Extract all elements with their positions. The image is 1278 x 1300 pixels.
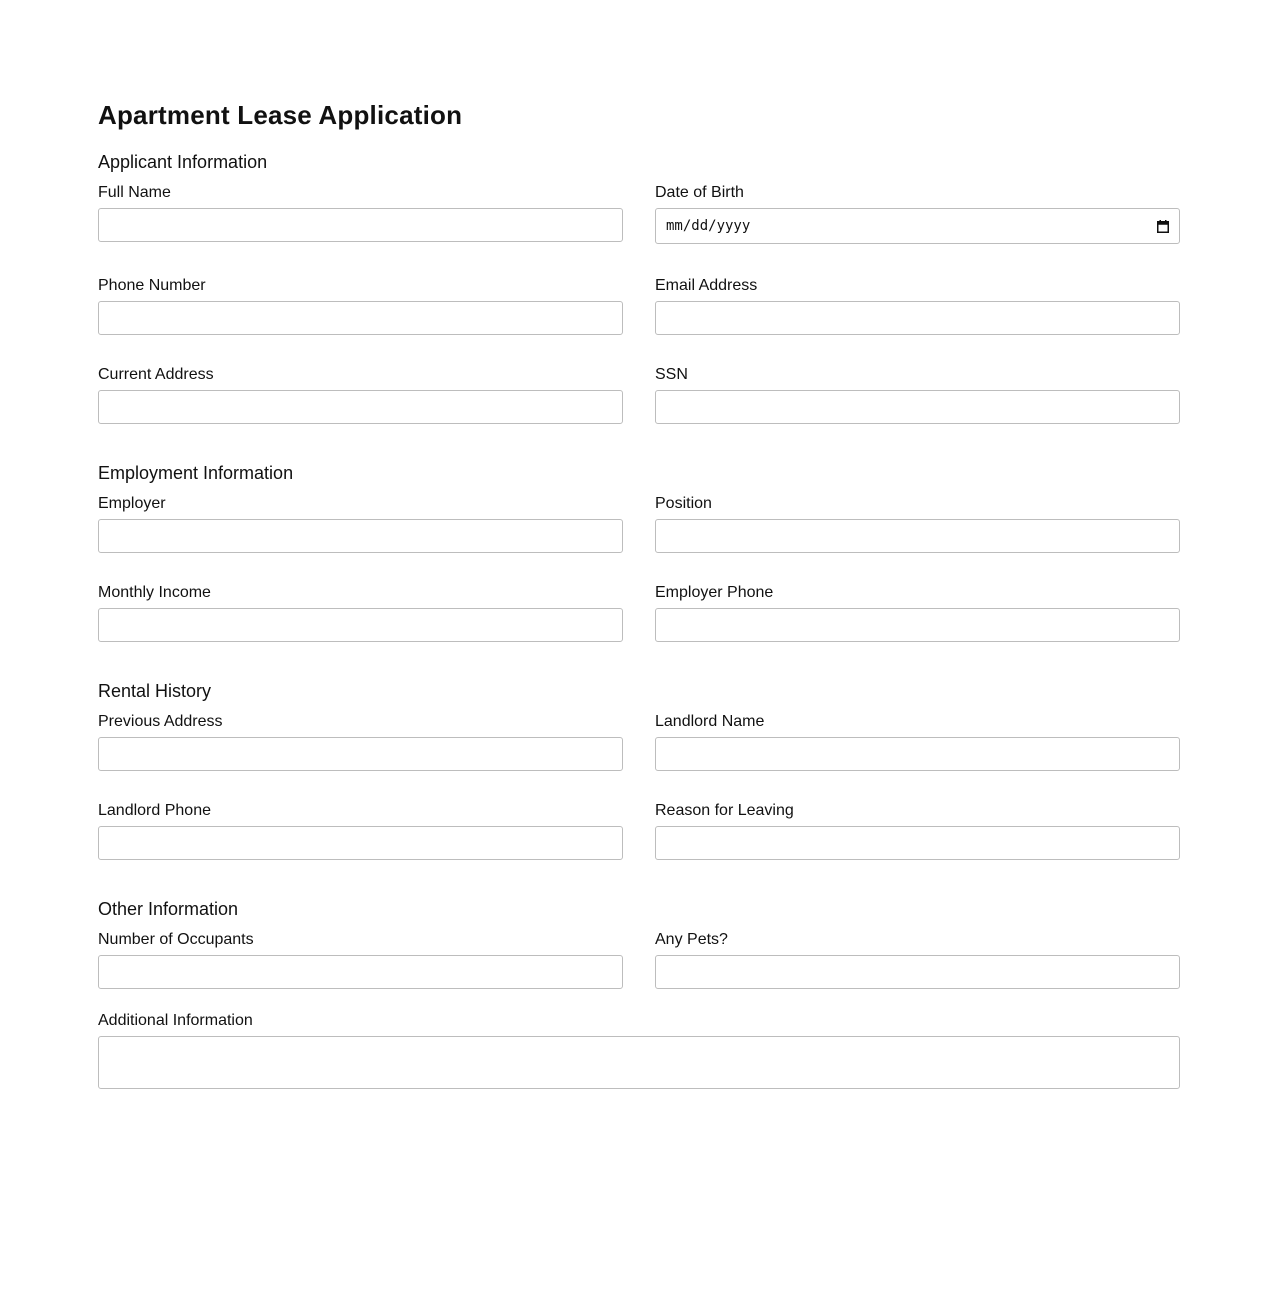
section-title-employment: Employment Information [98,463,294,483]
date-of-birth-placeholder: mm/dd/yyyy [666,218,751,234]
ssn-input[interactable] [655,390,1180,424]
employer-label: Employer [98,495,166,512]
additional-information-label: Additional Information [98,1012,253,1029]
section-employment [98,461,1180,642]
employer-phone-input[interactable] [655,608,1180,642]
full-name-label: Full Name [98,184,171,201]
landlord-phone-input[interactable] [98,826,623,860]
reason-for-leaving-input[interactable] [655,826,1180,860]
email-address-label: Email Address [655,277,758,294]
email-address-input[interactable] [655,301,1180,335]
reason-for-leaving-label: Reason for Leaving [655,802,794,819]
phone-number-label: Phone Number [98,277,206,294]
field-email-address [655,276,1180,335]
calendar-icon[interactable] [1157,220,1169,233]
field-landlord-name [655,712,1180,771]
full-name-input[interactable] [98,208,623,242]
position-label: Position [655,495,712,512]
field-position [655,494,1180,553]
field-employer [98,494,623,553]
section-rental-history [98,679,1180,860]
monthly-income-label: Monthly Income [98,584,211,601]
field-employer-phone [655,583,1180,642]
employer-phone-label: Employer Phone [655,584,774,601]
field-number-of-occupants [98,930,623,989]
field-full-name [98,183,623,244]
field-phone-number [98,276,623,335]
field-current-address [98,365,623,424]
any-pets-label: Any Pets? [655,931,728,948]
landlord-name-input[interactable] [655,737,1180,771]
section-other [98,897,1180,1089]
current-address-input[interactable] [98,390,623,424]
landlord-name-label: Landlord Name [655,713,765,730]
lease-application-form [98,96,1180,1089]
field-monthly-income [98,583,623,642]
section-title-applicant: Applicant Information [98,152,268,172]
any-pets-input[interactable] [655,955,1180,989]
field-additional-information [98,1011,1180,1089]
monthly-income-input[interactable] [98,608,623,642]
section-title-rental-history: Rental History [98,681,212,701]
field-any-pets [655,930,1180,989]
number-of-occupants-input[interactable] [98,955,623,989]
previous-address-input[interactable] [98,737,623,771]
section-title-other: Other Information [98,899,239,919]
field-previous-address [98,712,623,771]
field-reason-for-leaving [655,801,1180,860]
date-of-birth-input[interactable] [655,208,1180,244]
ssn-label: SSN [655,366,688,383]
page-title: Apartment Lease Application [98,100,463,130]
date-of-birth-label: Date of Birth [655,184,744,201]
field-date-of-birth [655,183,1180,244]
previous-address-label: Previous Address [98,713,223,730]
field-ssn [655,365,1180,424]
position-input[interactable] [655,519,1180,553]
section-applicant [98,150,1180,424]
phone-number-input[interactable] [98,301,623,335]
current-address-label: Current Address [98,366,214,383]
number-of-occupants-label: Number of Occupants [98,931,254,948]
additional-information-textarea[interactable] [98,1036,1180,1089]
employer-input[interactable] [98,519,623,553]
landlord-phone-label: Landlord Phone [98,802,211,819]
field-landlord-phone [98,801,623,860]
